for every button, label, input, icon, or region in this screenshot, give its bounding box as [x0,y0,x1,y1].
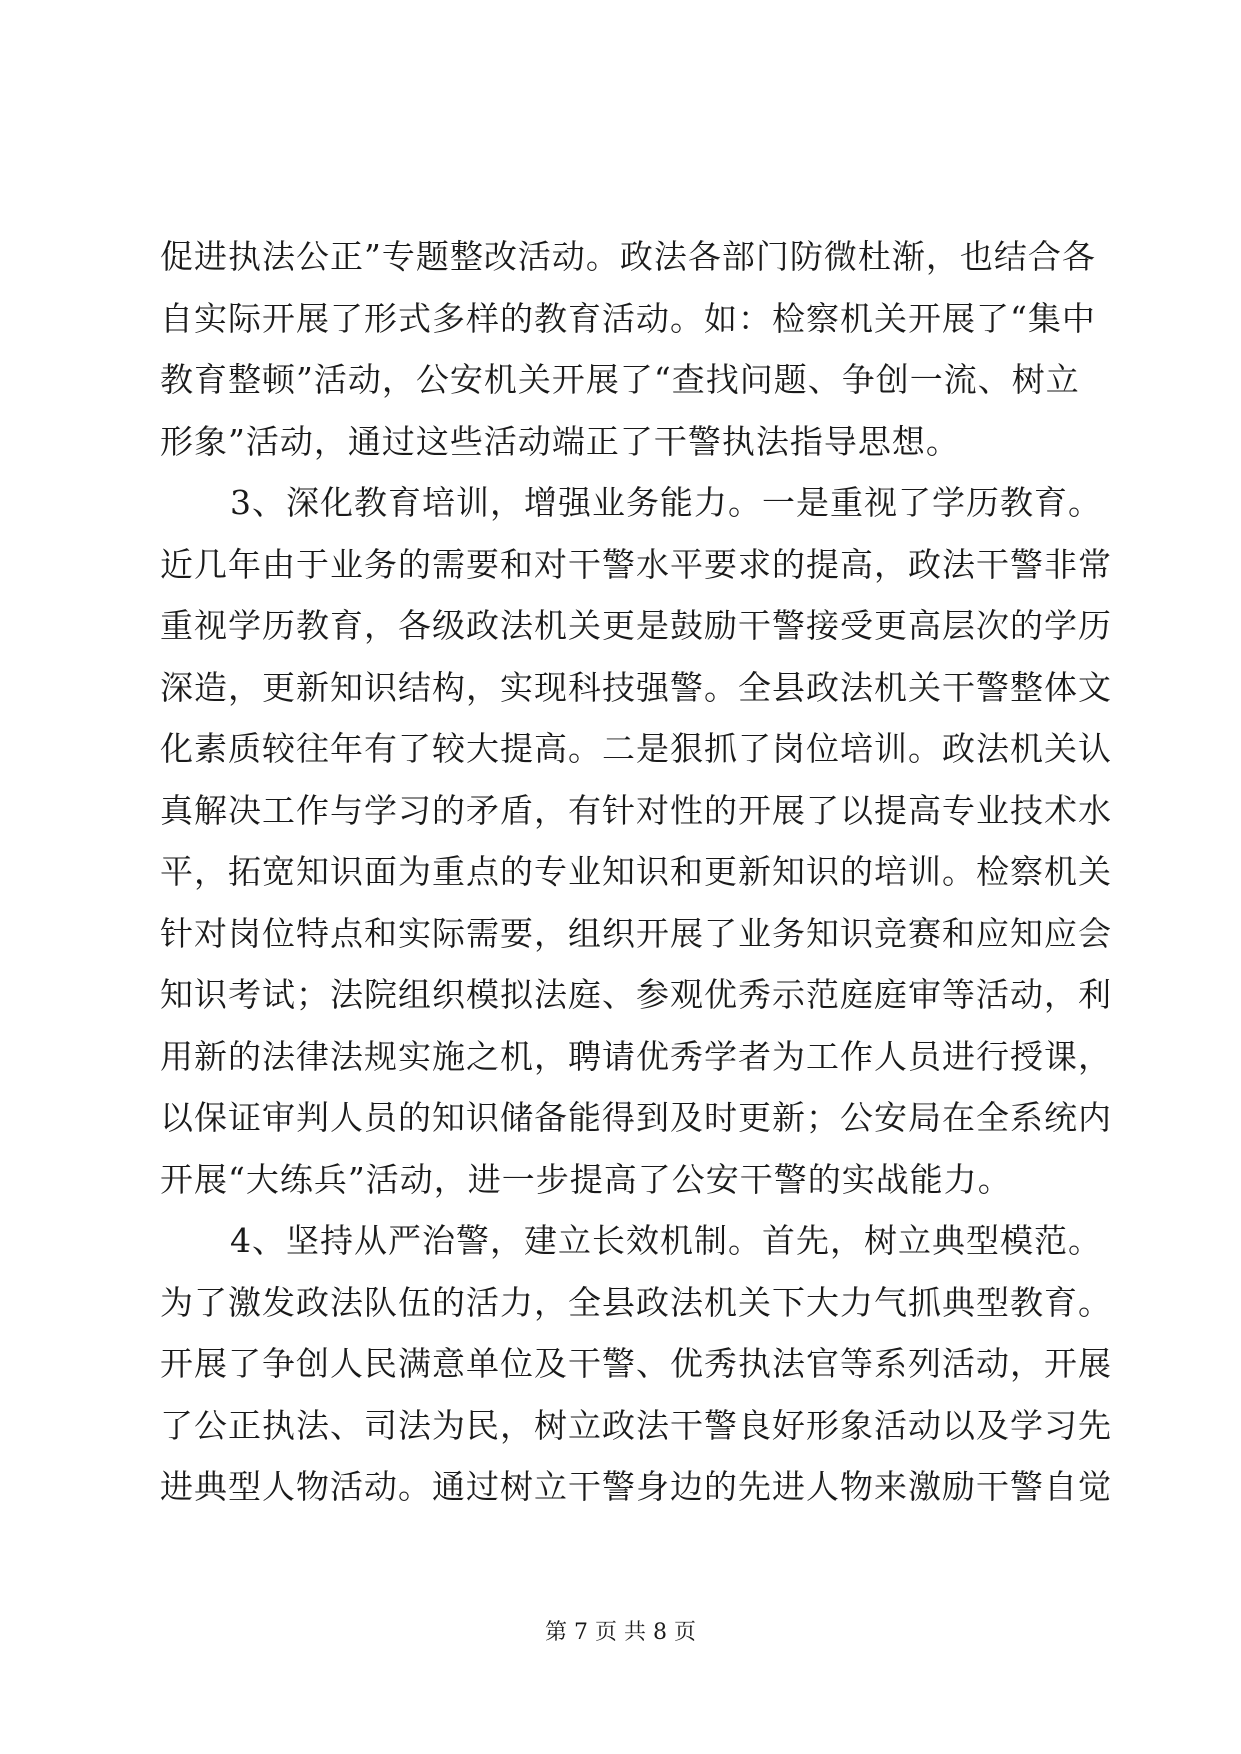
text-line: 为了激发政法队伍的活力，全县政法机关下大力气抓典型教育。 [160,1282,1112,1322]
text-line: 开展了争创人民满意单位及干警、优秀执法官等系列活动，开展 [160,1344,1112,1383]
page-number-footer: 第 7 页 共 8 页 [545,1620,696,1645]
text-line: 深造，更新知识结构，实现科技强警。全县政法机关干警整体文 [160,667,1112,707]
text-line: 开展“大练兵”活动，进一步提高了公安干警的实战能力。 [160,1159,1012,1199]
text-line: 进典型人物活动。通过树立干警身边的先进人物来激励干警自觉 [160,1467,1112,1506]
paragraph-3-first-line: 3、深化教育培训，增强业务能力。一是重视了学历教育。 [230,483,1102,522]
text-line: 化素质较往年有了较大提高。二是狠抓了岗位培训。政法机关认 [160,729,1112,768]
text-line: 针对岗位特点和实际需要，组织开展了业务知识竞赛和应知应会 [160,913,1112,953]
text-line: 知识考试；法院组织模拟法庭、参观优秀示范庭庭审等活动，利 [160,975,1112,1014]
text-line: 近几年由于业务的需要和对干警水平要求的提高，政法干警非常 [160,544,1112,584]
text-line: 以保证审判人员的知识储备能得到及时更新；公安局在全系统内 [160,1098,1112,1137]
document-body [160,226,1112,1518]
text-line: 自实际开展了形式多样的教育活动。如：检察机关开展了“集中 [160,298,1096,338]
text-line: 平，拓宽知识面为重点的专业知识和更新知识的培训。检察机关 [160,852,1112,891]
text-line: 用新的法律法规实施之机，聘请优秀学者为工作人员进行授课， [160,1036,1112,1076]
paragraph-4-first-line: 4、坚持从严治警，建立长效机制。首先，树立典型模范。 [230,1221,1102,1260]
text-line: 重视学历教育，各级政法机关更是鼓励干警接受更高层次的学历 [160,606,1112,645]
text-line: 了公正执法、司法为民，树立政法干警良好形象活动以及学习先 [160,1405,1112,1445]
text-line: 促进执法公正”专题整改活动。政法各部门防微杜渐，也结合各 [160,237,1096,276]
text-line: 真解决工作与学习的矛盾，有针对性的开展了以提高专业技术水 [160,790,1112,830]
text-line: 形象”活动，通过这些活动端正了干警执法指导思想。 [160,421,960,461]
text-line: 教育整顿”活动，公安机关开展了“查找问题、争创一流、树立 [160,360,1080,399]
